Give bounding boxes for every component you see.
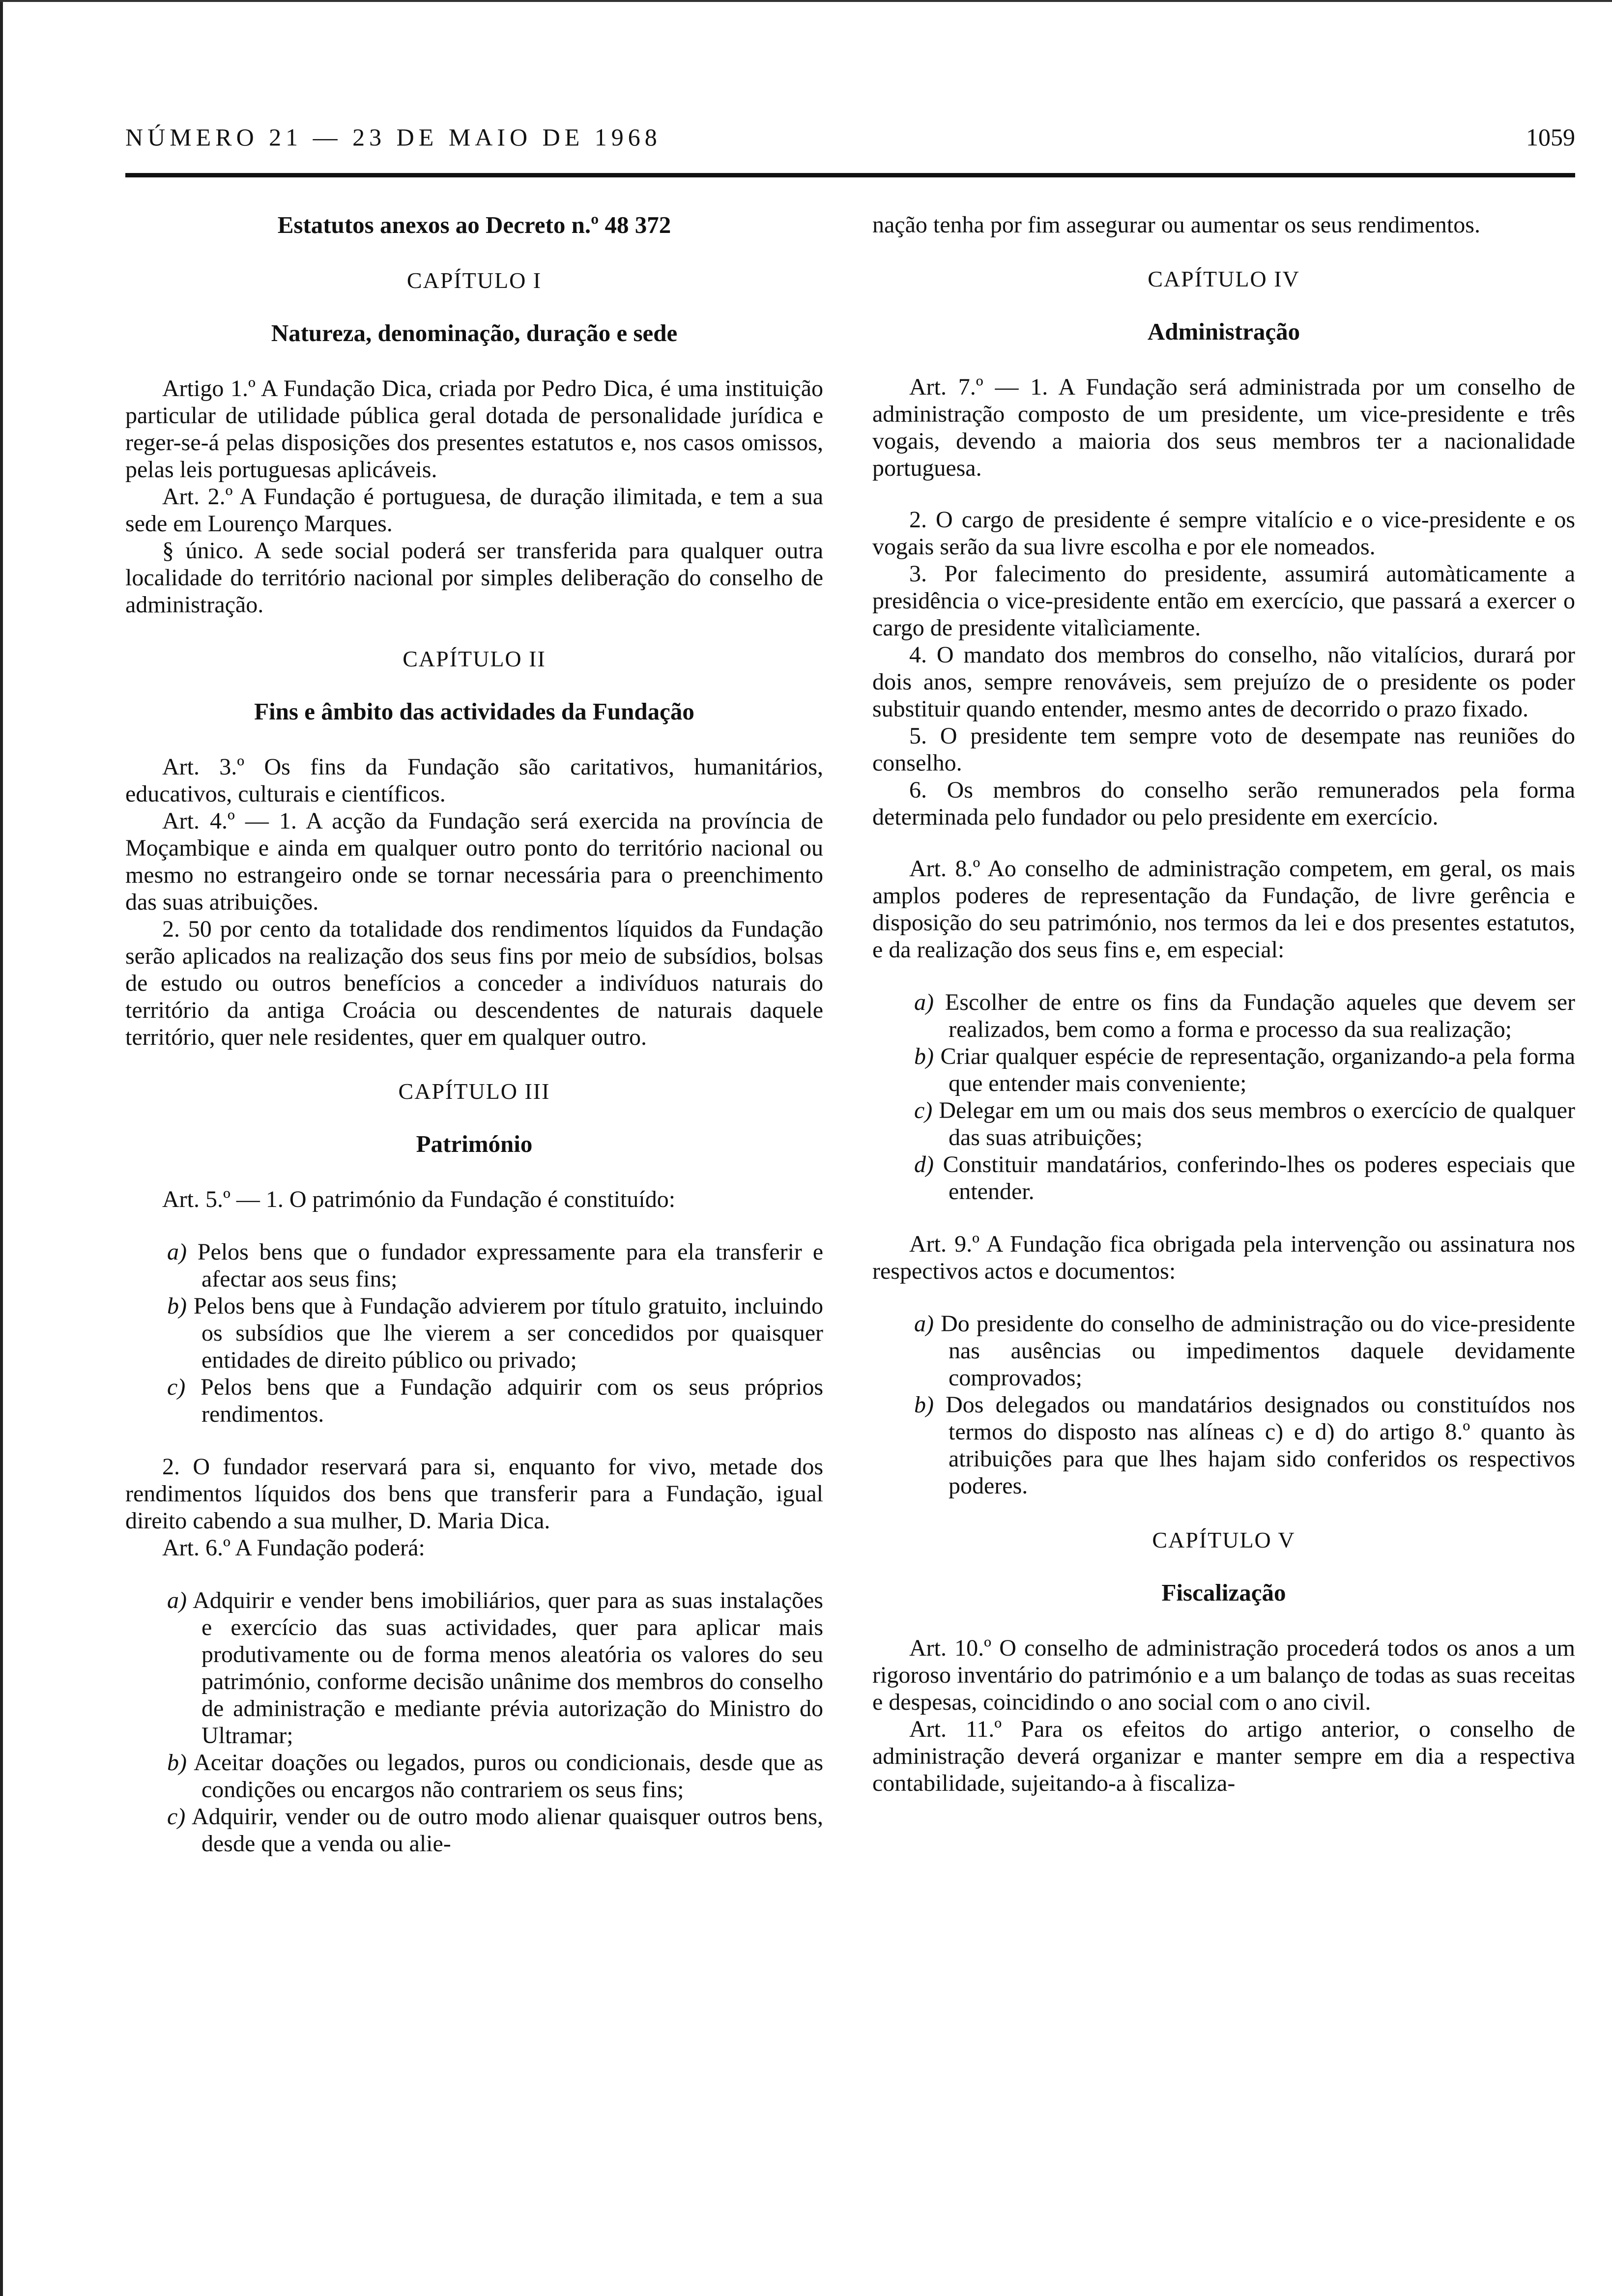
item-label: b)	[914, 1043, 934, 1069]
page-border-left	[0, 0, 3, 2296]
item-text: Pelos bens que o fundador expressamente para ela transferir e afectar aos seus fins;	[197, 1239, 824, 1292]
item-label: a)	[914, 1311, 934, 1337]
list-item	[872, 1391, 1575, 1499]
item-text: Dos delegados ou mandatários designados ou constituídos nos termos do disposto nas alíneas c) e d) do artigo 8.º quanto às atribuições para que lhes hajam sido conferidos os respectivos poderes.	[946, 1392, 1576, 1499]
list-item	[872, 1310, 1575, 1391]
chapter-heading: CAPÍTULO II	[403, 646, 546, 671]
chapter-heading: CAPÍTULO III	[398, 1079, 550, 1104]
article-paragraph: 5. O presidente tem sempre voto de desempate nas reuniões do conselho.	[872, 723, 1575, 776]
article-paragraph: Art. 8.º Ao conselho de administração competem, em geral, os mais amplos poderes de representação da Fundação, de livre gerência e disposição do seu património, nos termos da lei e dos presentes estatutos, e da realização dos seus fins e, em especial:	[872, 856, 1575, 963]
article-paragraph: Art. 3.º Os fins da Fundação são caritativos, humanitários, educativos, culturais e científicos.	[125, 754, 823, 807]
item-text: Pelos bens que a Fundação adquirir com os seus próprios rendimentos.	[201, 1374, 823, 1427]
item-text: Constituir mandatários, conferindo-lhes os poderes especiais que entender.	[943, 1151, 1575, 1205]
list-item	[125, 1749, 823, 1803]
item-text: Escolher de entre os fins da Fundação aqueles que devem ser realizados, bem como a forma e processo da sua realização;	[945, 989, 1576, 1042]
chapter-heading: CAPÍTULO I	[406, 268, 542, 293]
item-text: Do presidente do conselho de administração ou do vice-presidente nas ausências ou impedimentos daquele devidamente comprovados;	[941, 1311, 1576, 1391]
chapter-title: Natureza, denominação, duração e sede	[271, 319, 678, 346]
article-paragraph: Artigo 1.º A Fundação Dica, criada por Pedro Dica, é uma instituição particular de utilidade pública geral dotada de personalidade jurídica e reger-se-á pelas disposições dos presentes estatutos e, nos casos omissos, pelas leis portuguesas aplicáveis.	[125, 375, 823, 483]
page-border-top	[0, 0, 1612, 2]
article-paragraph: Art. 7.º — 1. A Fundação será administrada por um conselho de administração composto de um presidente, um vice-presidente e três vogais, devendo a maioria dos seus membros ter a nacionalidade portuguesa.	[872, 374, 1575, 481]
list-item	[872, 1043, 1575, 1097]
article-paragraph: Art. 9.º A Fundação fica obrigada pela intervenção ou assinatura nos respectivos actos e documentos:	[872, 1231, 1575, 1284]
chapter-heading: CAPÍTULO IV	[1148, 266, 1300, 291]
chapter-title: Património	[416, 1130, 533, 1157]
continuation-paragraph: nação tenha por fim assegurar ou aumentar os seus rendimentos.	[872, 212, 1480, 238]
page-number: 1059	[1526, 123, 1575, 151]
right-column	[872, 211, 1575, 1797]
item-label: c)	[167, 1804, 186, 1830]
item-label: c)	[914, 1097, 933, 1123]
item-label: a)	[167, 1239, 187, 1265]
article-paragraph: 2. O cargo de presidente é sempre vitalício e o vice-presidente e os vogais serão da sua livre escolha e por ele nomeados.	[872, 507, 1575, 560]
list-item	[125, 1803, 823, 1857]
list-item	[125, 1292, 823, 1374]
item-label: a)	[914, 989, 934, 1015]
left-column	[125, 211, 823, 1883]
list-item	[872, 989, 1575, 1043]
document-title: Estatutos anexos ao Decreto n.º 48 372	[277, 211, 671, 238]
item-label: b)	[914, 1392, 934, 1418]
item-label: b)	[167, 1750, 187, 1776]
item-text: Aceitar doações ou legados, puros ou condicionais, desde que as condições ou encargos não contrariem os seus fins;	[194, 1750, 823, 1803]
article-paragraph: Art. 5.º — 1. O património da Fundação é constituído:	[162, 1186, 676, 1212]
article-paragraph: Art. 10.º O conselho de administração procederá todos os anos a um rigoroso inventário do património e a um balanço de todas as suas receitas e despesas, coincidindo o ano social com o ano civil.	[872, 1635, 1575, 1715]
article-paragraph: § único. A sede social poderá ser transferida para qualquer outra localidade do território nacional por simples deliberação do conselho de administração.	[125, 538, 823, 618]
article-paragraph: Art. 6.º A Fundação poderá:	[162, 1535, 425, 1561]
item-text: Adquirir, vender ou de outro modo alienar quaisquer outros bens, desde que a venda ou alie-	[191, 1804, 823, 1857]
list-item	[872, 1097, 1575, 1151]
article-paragraph: 2. O fundador reservará para si, enquanto for vivo, metade dos rendimentos líquidos dos bens que transferir para a Fundação, igual direito cabendo a sua mulher, D. Maria Dica.	[125, 1454, 823, 1534]
article-paragraph: 6. Os membros do conselho serão remunerados pela forma determinada pelo fundador ou pelo presidente em exercício.	[872, 777, 1575, 830]
list-item	[872, 1151, 1575, 1205]
list-item	[125, 1238, 823, 1292]
chapter-title: Fins e âmbito das actividades da Fundação	[254, 698, 694, 725]
item-text: Pelos bens que à Fundação advierem por título gratuito, incluindo os subsídios que lhe vierem a ser concedidos por quaisquer entidades de direito público ou privado;	[193, 1293, 824, 1373]
chapter-title: Fiscalização	[1161, 1579, 1286, 1606]
article-paragraph: 3. Por falecimento do presidente, assumirá automàticamente a presidência o vice-presidente então em exercício, que passará a exercer o cargo de presidente vitalìciamente.	[872, 561, 1575, 641]
item-label: d)	[914, 1151, 934, 1177]
item-label: c)	[167, 1374, 186, 1400]
item-text: Criar qualquer espécie de representação, organizando-a pela forma que entender mais conveniente;	[940, 1043, 1576, 1096]
article-paragraph: Art. 4.º — 1. A acção da Fundação será exercida na província de Moçambique e ainda em qualquer outro ponto do território nacional ou mesmo no estrangeiro onde se tornar necessária para o preenchimento das suas atribuições.	[125, 808, 823, 915]
article-paragraph: Art. 2.º A Fundação é portuguesa, de duração ilimitada, e tem a sua sede em Lourenço Marques.	[125, 484, 823, 537]
list-item	[125, 1374, 823, 1428]
item-list	[872, 989, 1575, 1205]
chapter-title: Administração	[1147, 318, 1300, 345]
item-label: a)	[167, 1587, 187, 1613]
chapter-heading: CAPÍTULO V	[1152, 1527, 1295, 1552]
article-paragraph: 4. O mandato dos membros do conselho, não vitalícios, durará por dois anos, sempre renováveis, sem prejuízo de o presidente os poder substituir quando entender, mesmo antes de decorrido o prazo fixado.	[872, 642, 1575, 722]
header-rule	[125, 173, 1575, 177]
item-list	[872, 1310, 1575, 1499]
article-paragraph: Art. 11.º Para os efeitos do artigo anterior, o conselho de administração deverá organizar e manter sempre em dia a respectiva contabilidade, sujeitando-a à fiscaliza-	[872, 1716, 1575, 1796]
list-item	[125, 1587, 823, 1749]
item-text: Delegar em um ou mais dos seus membros o exercício de qualquer das suas atribuições;	[939, 1097, 1576, 1150]
item-label: b)	[167, 1293, 187, 1319]
item-text: Adquirir e vender bens imobiliários, quer para as suas instalações e exercício das suas actividades, quer para aplicar mais produtivamente ou de forma menos aleatória os valores do seu património, conforme decisão unânime dos membros do conselho de administração e mediante prévia autorização do Ministro do Ultramar;	[193, 1587, 823, 1749]
article-paragraph: 2. 50 por cento da totalidade dos rendimentos líquidos da Fundação serão aplicados na realização dos seus fins por meio de subsídios, bolsas de estudo ou outros benefícios a conceder a indivíduos naturais do território da antiga Croácia ou descendentes de naturais daquele território, quer nele residentes, quer em qualquer outro.	[125, 916, 823, 1050]
item-list	[125, 1238, 823, 1428]
page-header	[125, 123, 1575, 162]
item-list	[125, 1587, 823, 1857]
issue-line: NÚMERO 21 — 23 DE MAIO DE 1968	[125, 123, 662, 151]
